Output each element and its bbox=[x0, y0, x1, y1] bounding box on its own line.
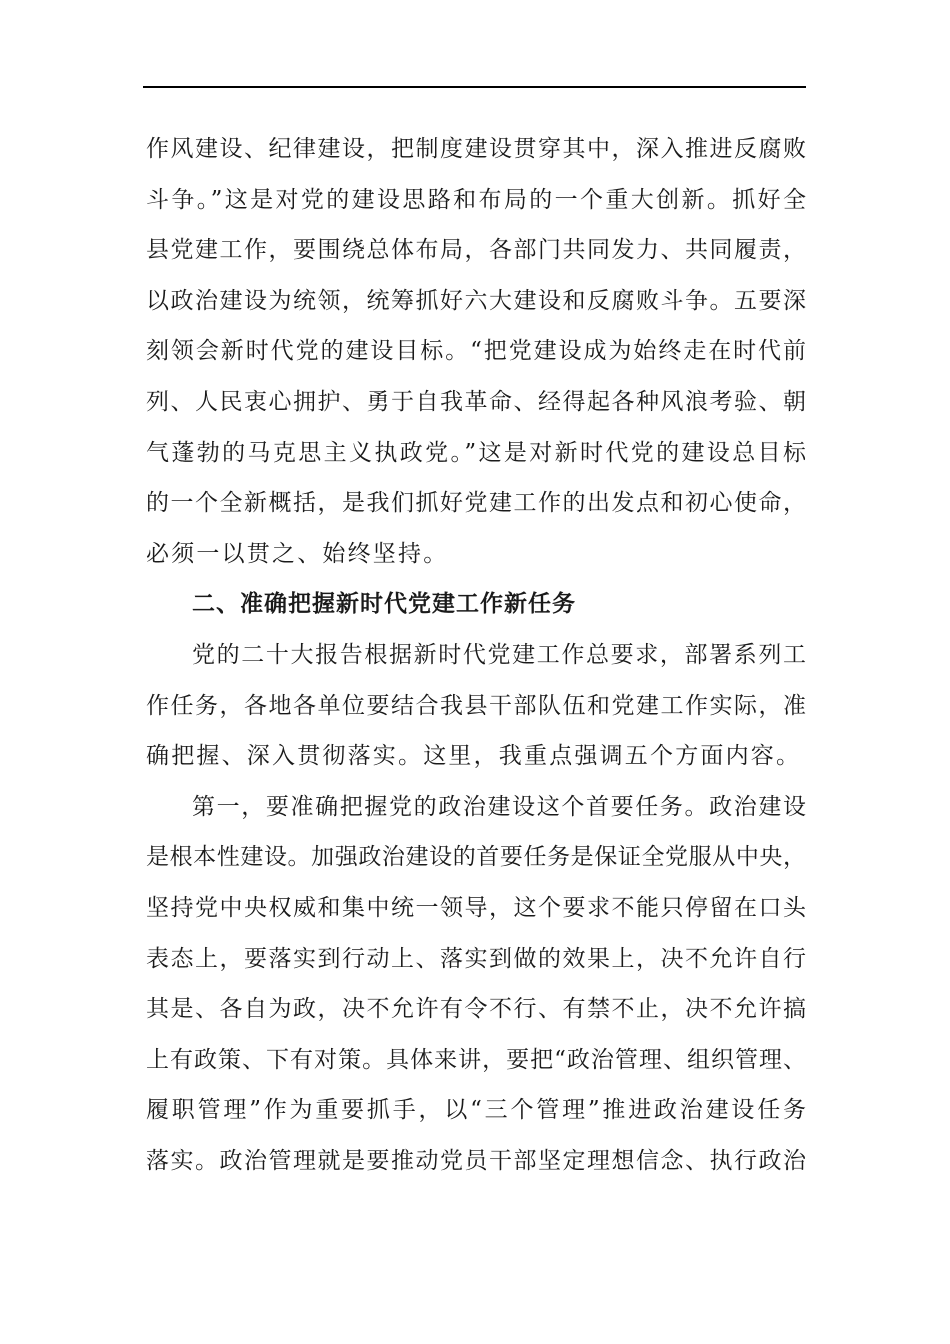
text-line: 县党建工作，要围绕总体布局，各部门共同发力、共同履责， bbox=[146, 237, 806, 264]
text-line: 刻领会新时代党的建设目标。“把党建设成为始终走在时代前 bbox=[146, 338, 806, 365]
text-line: 党的二十大报告根据新时代党建工作总要求，部署系列工 bbox=[192, 641, 806, 668]
text-line: 坚持党中央权威和集中统一领导，这个要求不能只停留在口头 bbox=[146, 894, 806, 921]
text-line: 气蓬勃的马克思主义执政党。”这是对新时代党的建设总目标 bbox=[146, 439, 806, 466]
text-line: 列、人民衷心拥护、勇于自我革命、经得起各种风浪考验、朝 bbox=[146, 388, 806, 415]
text-line: 的一个全新概括，是我们抓好党建工作的出发点和初心使命， bbox=[146, 490, 806, 517]
text-line: 以政治建设为统领，统筹抓好六大建设和反腐败斗争。五要深 bbox=[146, 287, 806, 314]
text-line: 作任务，各地各单位要结合我县干部队伍和党建工作实际，准 bbox=[146, 692, 806, 719]
text-line: 第一，要准确把握党的政治建设这个首要任务。政治建设 bbox=[192, 793, 806, 820]
text-line: 落实。政治管理就是要推动党员干部坚定理想信念、执行政治 bbox=[146, 1147, 806, 1174]
text-line: 表态上，要落实到行动上、落实到做的效果上，决不允许自行 bbox=[146, 945, 806, 972]
section-heading: 二、准确把握新时代党建工作新任务 bbox=[192, 591, 576, 618]
text-line: 作风建设、纪律建设，把制度建设贯穿其中，深入推进反腐败 bbox=[146, 136, 806, 162]
text-line: 其是、各自为政，决不允许有令不行、有禁不止，决不允许搞 bbox=[146, 996, 806, 1023]
text-line: 履职管理”作为重要抓手，以“三个管理”推进政治建设任务 bbox=[146, 1097, 806, 1124]
header-rule bbox=[143, 86, 806, 88]
text-line: 确把握、深入贯彻落实。这里，我重点强调五个方面内容。 bbox=[146, 743, 802, 770]
text-line: 是根本性建设。加强政治建设的首要任务是保证全党服从中央， bbox=[146, 844, 806, 871]
text-line: 上有政策、下有对策。具体来讲，要把“政治管理、组织管理、 bbox=[146, 1046, 806, 1073]
text-line: 必须一以贯之、始终坚持。 bbox=[146, 540, 449, 567]
text-line: 斗争。”这是对党的建设思路和布局的一个重大创新。抓好全 bbox=[146, 186, 806, 213]
document-body bbox=[146, 124, 806, 1186]
